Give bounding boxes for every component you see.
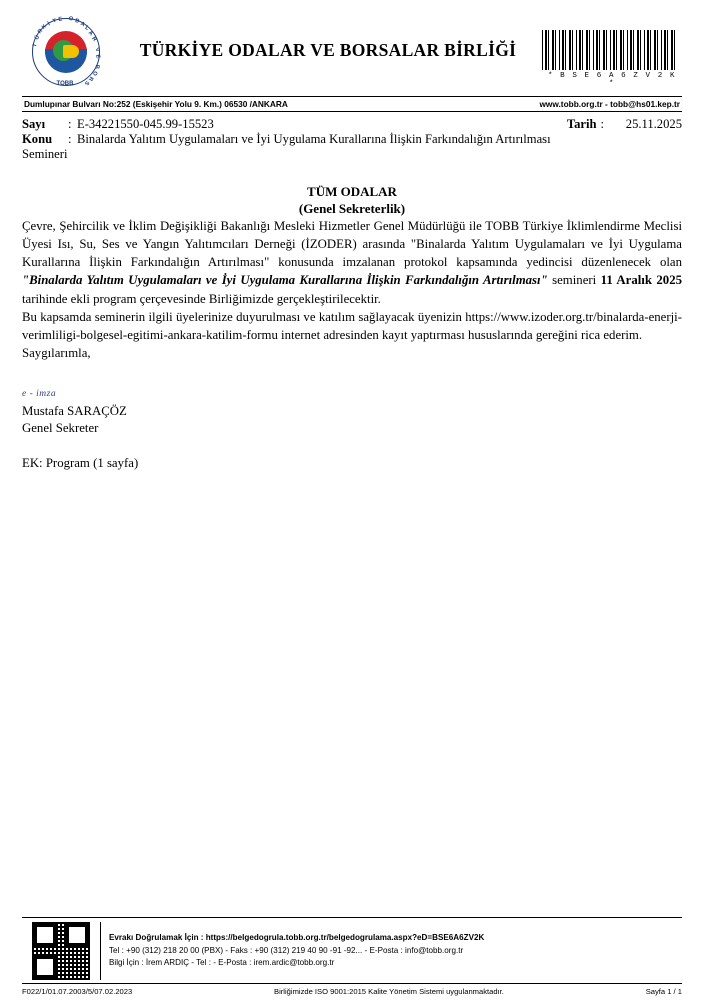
barcode-image: [542, 30, 678, 70]
sayi-label: Sayı: [22, 117, 46, 131]
konu-label: Konu: [22, 132, 53, 146]
logo-yellow-shape: [63, 45, 79, 58]
page-number: Sayfa 1 / 1: [645, 987, 682, 996]
tarih-label: Tarih: [566, 117, 597, 131]
iso-statement: Birliğimizde ISO 9001:2015 Kalite Yönetim Sistemi uygulanmaktadır.: [274, 987, 504, 996]
form-code: F022/1/01.07.2003/5/07.02.2023: [22, 987, 133, 996]
signature-block: [22, 388, 682, 437]
recipient-line1: TÜM ODALAR: [307, 184, 397, 199]
logo-emblem: [41, 27, 91, 77]
footer-main: [22, 918, 682, 983]
document-footer: [22, 917, 682, 996]
qr-code: [32, 922, 90, 980]
sayi-value: E-34221550-045.99-15523: [77, 117, 214, 131]
attachment-note: EK: Program (1 sayfa): [22, 455, 139, 470]
konu-value-continued: Semineri: [22, 147, 68, 161]
p1-part-c: tarihinde ekli program çerçevesinde Birliğimizde gerçekleştirilecektir.: [22, 291, 381, 306]
organization-title: TÜRKİYE ODALAR VE BORSALAR BİRLİĞİ: [139, 40, 517, 60]
footer-bottom-row: [22, 984, 682, 996]
address-text: Dumlupınar Bulvarı No:252 (Eskişehir Yolu 9. Km.) 06530 /ANKARA: [24, 99, 288, 109]
barcode-text: * B S E 6 A 6 Z V 2 K *: [547, 72, 677, 88]
web-mail-text: www.tobb.org.tr - tobb@hs01.kep.tr: [539, 99, 680, 109]
tobb-logo: [22, 14, 108, 94]
logo-abbreviation: TOBB: [56, 81, 74, 87]
footer-vertical-divider: [100, 922, 101, 980]
signer-title: Genel Sekreter: [22, 421, 99, 436]
signer-name: Mustafa SARAÇÖZ: [22, 404, 127, 419]
konu-value: Binalarda Yalıtım Uygulamaları ve İyi Uygulama Kurallarına İlişkin Farkındalığın Artırılması: [77, 132, 551, 146]
recipient-block: [22, 184, 682, 217]
recipient-line2: (Genel Sekreterlik): [298, 201, 406, 216]
footer-contact-lines: [109, 932, 682, 970]
closing-line: Saygılarımla,: [22, 346, 91, 361]
address-row: [22, 97, 682, 111]
p1-part-b: semineri: [547, 273, 601, 288]
e-signature-mark: e - imza: [22, 389, 57, 400]
header-divider-bottom: [22, 111, 682, 112]
qr-finder-bottom-left: [34, 956, 56, 978]
konu-row: [22, 132, 682, 147]
p1-part-a: Çevre, Şehircilik ve İklim Değişikliği Bakanlığı Mesleki Hizmetler Genel Müdürlüğü ile TOBB Türkiye İklimlendirme Meclisi Üyesi Isı, Su, Ses ve Yangın Yalıtımcıları Derneği (İZODER) arasında "Binalarda Yalıtım Uygulamaları ve İyi Uygulama Kurallarına İlişkin Farkındalığın Artırılması" konusunda imzalanan protokol kapsamında yedincisi düzenlenecek olan: [22, 219, 682, 270]
registration-link[interactable]: https://www.izoder.org.tr/binalarda-enerji-verimliligi-bolgesel-egitimi-ankara-katilim-formu: [22, 309, 682, 342]
barcode-block: [542, 14, 682, 88]
p1-seminar-date: 11 Aralık 2025: [600, 273, 682, 288]
p1-seminar-title: "Binalarda Yalıtım Uygulamaları ve İyi Uygulama Kurallarına İlişkin Farkındalığın Artırılması": [22, 273, 548, 288]
tarih-value: 25.11.2025: [625, 117, 682, 131]
p2-part-b: internet adresinden kayıt yaptırması hususlarında gereğini rica ederim.: [277, 327, 643, 342]
tarih-group: [567, 117, 682, 132]
footer-verify-line: Evrakı Doğrulamak İçin : https://belgedogrula.tobb.org.tr/belgedogrulama.aspx?eD=BSE6A6ZV2K: [109, 933, 485, 943]
logo-ring-text: T Ü R K İ Y E O D A L A R V E B O R S: [32, 16, 101, 87]
body-paragraph-2: [22, 308, 682, 344]
p2-part-a: Bu kapsamda seminerin ilgili üyelerinize duyurulması ve katılım sağlayacak üyenizin: [22, 309, 466, 324]
footer-info-line: Bilgi İçin : İrem ARDIÇ - Tel : - E-Posta : irem.ardic@tobb.org.tr: [109, 958, 335, 968]
sayi-row: [22, 117, 682, 132]
tarih-colon: :: [600, 117, 604, 131]
body-paragraph-1: [22, 217, 682, 308]
sayi-colon: :: [68, 117, 72, 131]
document-header: [22, 14, 682, 94]
footer-tel-line: Tel : +90 (312) 218 20 00 (PBX) - Faks : +90 (312) 219 40 90 -91 -92... - E-Posta : info@tobb.org.tr: [109, 945, 464, 955]
document-meta: [22, 117, 682, 162]
konu-colon: :: [68, 132, 72, 146]
